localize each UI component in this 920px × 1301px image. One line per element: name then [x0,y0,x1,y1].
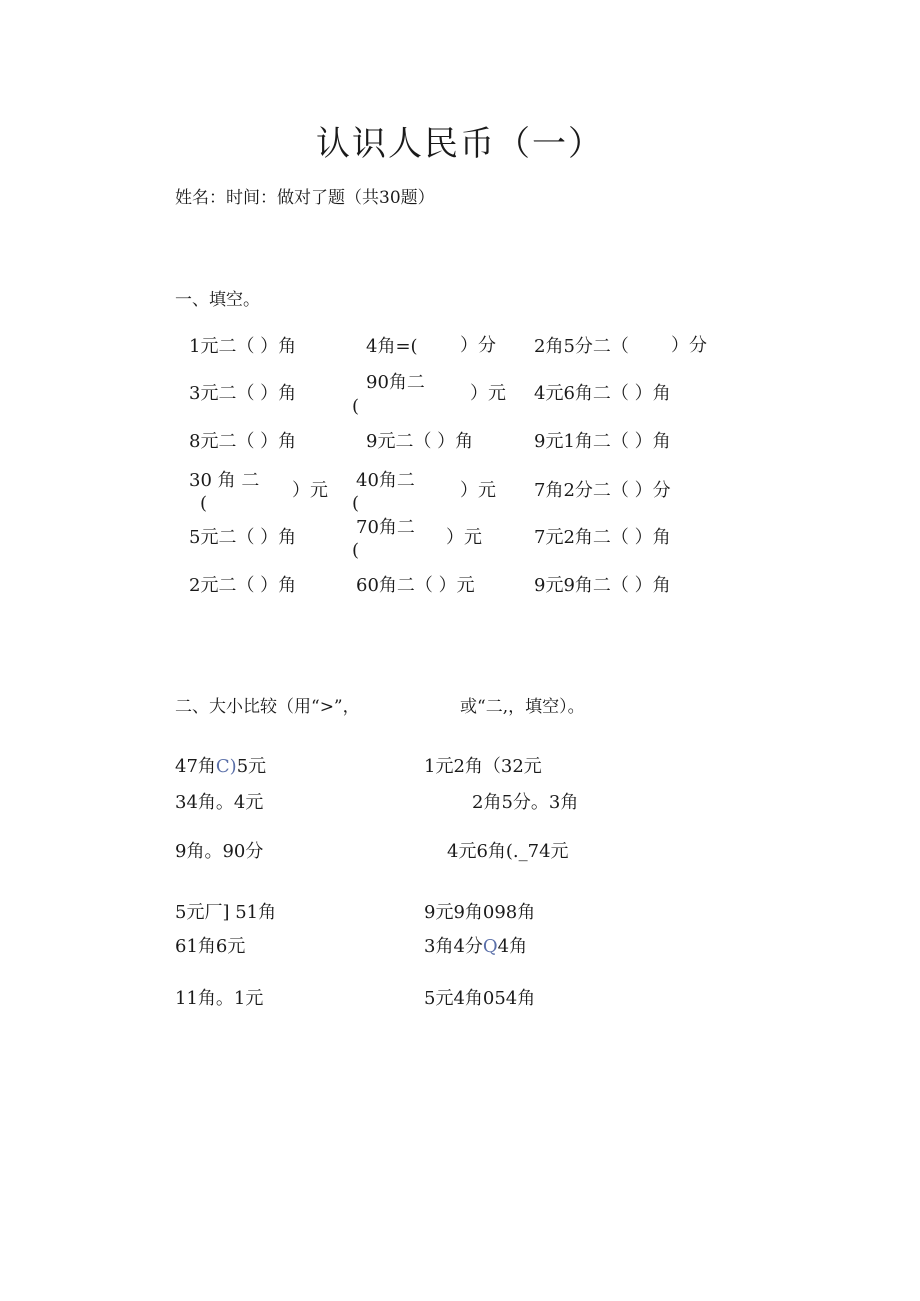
fill-item: 8元二（ ）角 [189,431,297,452]
section2-heading: 二、大小比较（用“>”， [175,697,360,717]
compare-item: 61角6元 [175,936,246,957]
fill-item: 9元二（ ）角 [366,431,474,452]
fill-item: 5元二（ ）角 [189,527,297,548]
fill-item: 2角5分二（ [534,336,629,357]
compare-left: 3角4分 [424,936,483,957]
compare-item: 9角。90分 [175,841,264,862]
student-info-line: 姓名：时间：做对了题（共30题） [175,188,435,208]
compare-item: 4元6角(._74元 [447,841,569,862]
compare-item: 5元4角054角 [424,988,536,1009]
fill-item: 2元二（ ）角 [189,575,297,596]
compare-item [424,932,527,958]
fill-item: 60角二（ ）元 [356,575,475,596]
compare-item: 1元2角（32元 [424,756,542,777]
compare-item: 11角。1元 [175,988,264,1009]
fill-item: 4角=( [366,336,418,357]
fill-item: ）分 [460,335,496,356]
compare-mark: Q [482,936,498,957]
fill-item: ）元 [446,527,482,548]
fill-item: 30 角 二 [189,470,260,491]
fill-item: 7角2分二（ ）分 [534,480,671,501]
compare-item: 9元9角098角 [424,902,536,923]
fill-item: 70角二 [356,517,415,538]
fill-item: ）元 [460,480,496,501]
fill-item: ）分 [671,335,707,356]
compare-item: 34角。4元 [175,792,264,813]
compare-left: 47角 [175,756,216,777]
compare-right: 4角 [497,936,528,957]
page-title: 认识人民币（一） [316,124,604,164]
fill-item: ( [352,493,360,514]
compare-item: 5元厂] 51角 [175,902,277,923]
fill-item: ( [352,540,360,561]
fill-item: 90角二 [366,372,425,393]
fill-item: 3元二（ ）角 [189,383,297,404]
fill-item: ）元 [470,383,506,404]
fill-item: ）元 [292,480,328,501]
fill-item: 9元1角二（ ）角 [534,431,671,452]
compare-right: 5元 [236,756,267,777]
fill-item: 1元二（ ）角 [189,336,297,357]
compare-mark: C) [215,756,237,777]
fill-item: 4元6角二（ ）角 [534,383,671,404]
fill-item: ( [200,493,208,514]
compare-item [175,752,266,778]
fill-item: 7元2角二（ ）角 [534,527,671,548]
fill-item: 9元9角二（ ）角 [534,575,671,596]
fill-item: 40角二 [356,470,415,491]
compare-item: 2角5分。3角 [472,792,579,813]
section2-heading-cont: 或“二,，填空）。 [460,697,585,717]
fill-item: ( [352,396,360,417]
section1-heading: 一、填空。 [175,290,260,310]
